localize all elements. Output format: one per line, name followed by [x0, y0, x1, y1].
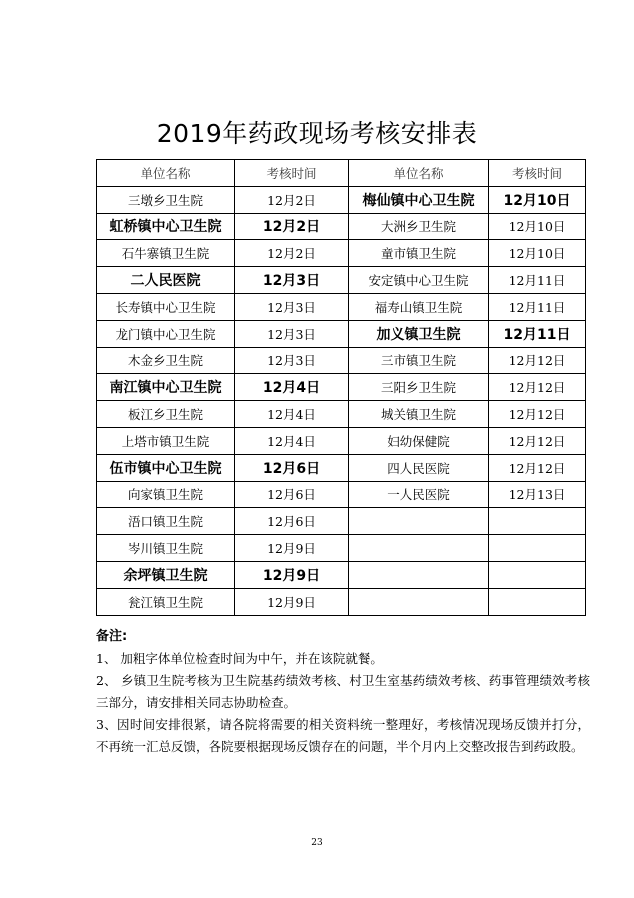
unit-name-cell: 长寿镇中心卫生院: [97, 293, 235, 320]
unit-name-cell: 向家镇卫生院: [97, 481, 235, 508]
exam-date-cell: 12月2日: [235, 213, 349, 240]
unit-name-cell: 童市镇卫生院: [349, 240, 489, 267]
table-row: [97, 427, 586, 454]
exam-date-cell: 12月11日: [489, 320, 586, 347]
unit-name-cell: 福寿山镇卫生院: [349, 293, 489, 320]
unit-name-cell: 二人民医院: [97, 267, 235, 294]
exam-date-cell: [489, 508, 586, 535]
table-row: [97, 293, 586, 320]
unit-name-cell: 余坪镇卫生院: [97, 561, 235, 588]
exam-date-cell: 12月10日: [489, 213, 586, 240]
exam-date-cell: 12月12日: [489, 401, 586, 428]
exam-date-cell: 12月13日: [489, 481, 586, 508]
header-exam-time-left: 考核时间: [235, 160, 349, 187]
exam-date-cell: 12月3日: [235, 320, 349, 347]
notes-heading: 备注:: [96, 629, 128, 644]
note-item-2: 2、 乡镇卫生院考核为卫生院基药绩效考核、村卫生室基药绩效考核、药事管理绩效考核三部分，请安排相关同志协助检查。: [96, 673, 590, 710]
unit-name-cell: 虹桥镇中心卫生院: [97, 213, 235, 240]
exam-date-cell: 12月9日: [235, 535, 349, 562]
unit-name-cell: 大洲乡卫生院: [349, 213, 489, 240]
unit-name-cell: 龙门镇中心卫生院: [97, 320, 235, 347]
exam-date-cell: 12月4日: [235, 401, 349, 428]
exam-date-cell: 12月12日: [489, 427, 586, 454]
unit-name-cell: 四人民医院: [349, 454, 489, 481]
unit-name-cell: 浯口镇卫生院: [97, 508, 235, 535]
exam-date-cell: 12月4日: [235, 427, 349, 454]
exam-date-cell: 12月2日: [235, 186, 349, 213]
unit-name-cell: [349, 535, 489, 562]
exam-date-cell: 12月6日: [235, 481, 349, 508]
unit-name-cell: 三墩乡卫生院: [97, 186, 235, 213]
exam-date-cell: [489, 561, 586, 588]
table-row: [97, 186, 586, 213]
unit-name-cell: 瓮江镇卫生院: [97, 588, 235, 615]
unit-name-cell: 木金乡卫生院: [97, 347, 235, 374]
exam-date-cell: 12月11日: [489, 267, 586, 294]
notes-section: [96, 626, 590, 758]
exam-date-cell: 12月2日: [235, 240, 349, 267]
table-row: [97, 588, 586, 615]
table-header-row: [97, 160, 586, 187]
exam-date-cell: 12月4日: [235, 374, 349, 401]
header-exam-time-right: 考核时间: [489, 160, 586, 187]
table-row: [97, 454, 586, 481]
table-row: [97, 508, 586, 535]
unit-name-cell: 城关镇卫生院: [349, 401, 489, 428]
schedule-table: [96, 159, 586, 616]
unit-name-cell: 岑川镇卫生院: [97, 535, 235, 562]
unit-name-cell: 伍市镇中心卫生院: [97, 454, 235, 481]
exam-date-cell: 12月12日: [489, 454, 586, 481]
unit-name-cell: 上塔市镇卫生院: [97, 427, 235, 454]
exam-date-cell: [489, 535, 586, 562]
exam-date-cell: 12月3日: [235, 347, 349, 374]
unit-name-cell: 安定镇中心卫生院: [349, 267, 489, 294]
unit-name-cell: 三市镇卫生院: [349, 347, 489, 374]
exam-date-cell: 12月9日: [235, 561, 349, 588]
unit-name-cell: 石牛寨镇卫生院: [97, 240, 235, 267]
page-number: 23: [311, 838, 323, 848]
schedule-body: [97, 186, 586, 615]
header-unit-name-right: 单位名称: [349, 160, 489, 187]
note-item-3: 3、因时间安排很紧，请各院将需要的相关资料统一整理好，考核情况现场反馈并打分，不再统一汇总反馈，各院要根据现场反馈存在的问题，半个月内上交整改报告到药政股。: [96, 717, 590, 754]
unit-name-cell: 一人民医院: [349, 481, 489, 508]
table-row: [97, 535, 586, 562]
unit-name-cell: 妇幼保健院: [349, 427, 489, 454]
table-row: [97, 240, 586, 267]
exam-date-cell: 12月12日: [489, 374, 586, 401]
exam-date-cell: 12月3日: [235, 293, 349, 320]
table-row: [97, 481, 586, 508]
exam-date-cell: 12月6日: [235, 508, 349, 535]
note-item-1: 1、 加粗字体单位检查时间为中午，并在该院就餐。: [96, 651, 383, 666]
exam-date-cell: 12月6日: [235, 454, 349, 481]
exam-date-cell: 12月11日: [489, 293, 586, 320]
table-row: [97, 213, 586, 240]
unit-name-cell: 梅仙镇中心卫生院: [349, 186, 489, 213]
unit-name-cell: 三阳乡卫生院: [349, 374, 489, 401]
exam-date-cell: 12月12日: [489, 347, 586, 374]
exam-date-cell: [489, 588, 586, 615]
table-row: [97, 374, 586, 401]
unit-name-cell: [349, 588, 489, 615]
unit-name-cell: 南江镇中心卫生院: [97, 374, 235, 401]
table-row: [97, 561, 586, 588]
unit-name-cell: 板江乡卫生院: [97, 401, 235, 428]
exam-date-cell: 12月10日: [489, 240, 586, 267]
table-row: [97, 320, 586, 347]
exam-date-cell: 12月10日: [489, 186, 586, 213]
exam-date-cell: 12月9日: [235, 588, 349, 615]
table-row: [97, 347, 586, 374]
table-row: [97, 267, 586, 294]
unit-name-cell: 加义镇卫生院: [349, 320, 489, 347]
exam-date-cell: 12月3日: [235, 267, 349, 294]
document-title: 2019年药政现场考核安排表: [156, 119, 478, 148]
table-row: [97, 401, 586, 428]
unit-name-cell: [349, 508, 489, 535]
unit-name-cell: [349, 561, 489, 588]
header-unit-name-left: 单位名称: [97, 160, 235, 187]
